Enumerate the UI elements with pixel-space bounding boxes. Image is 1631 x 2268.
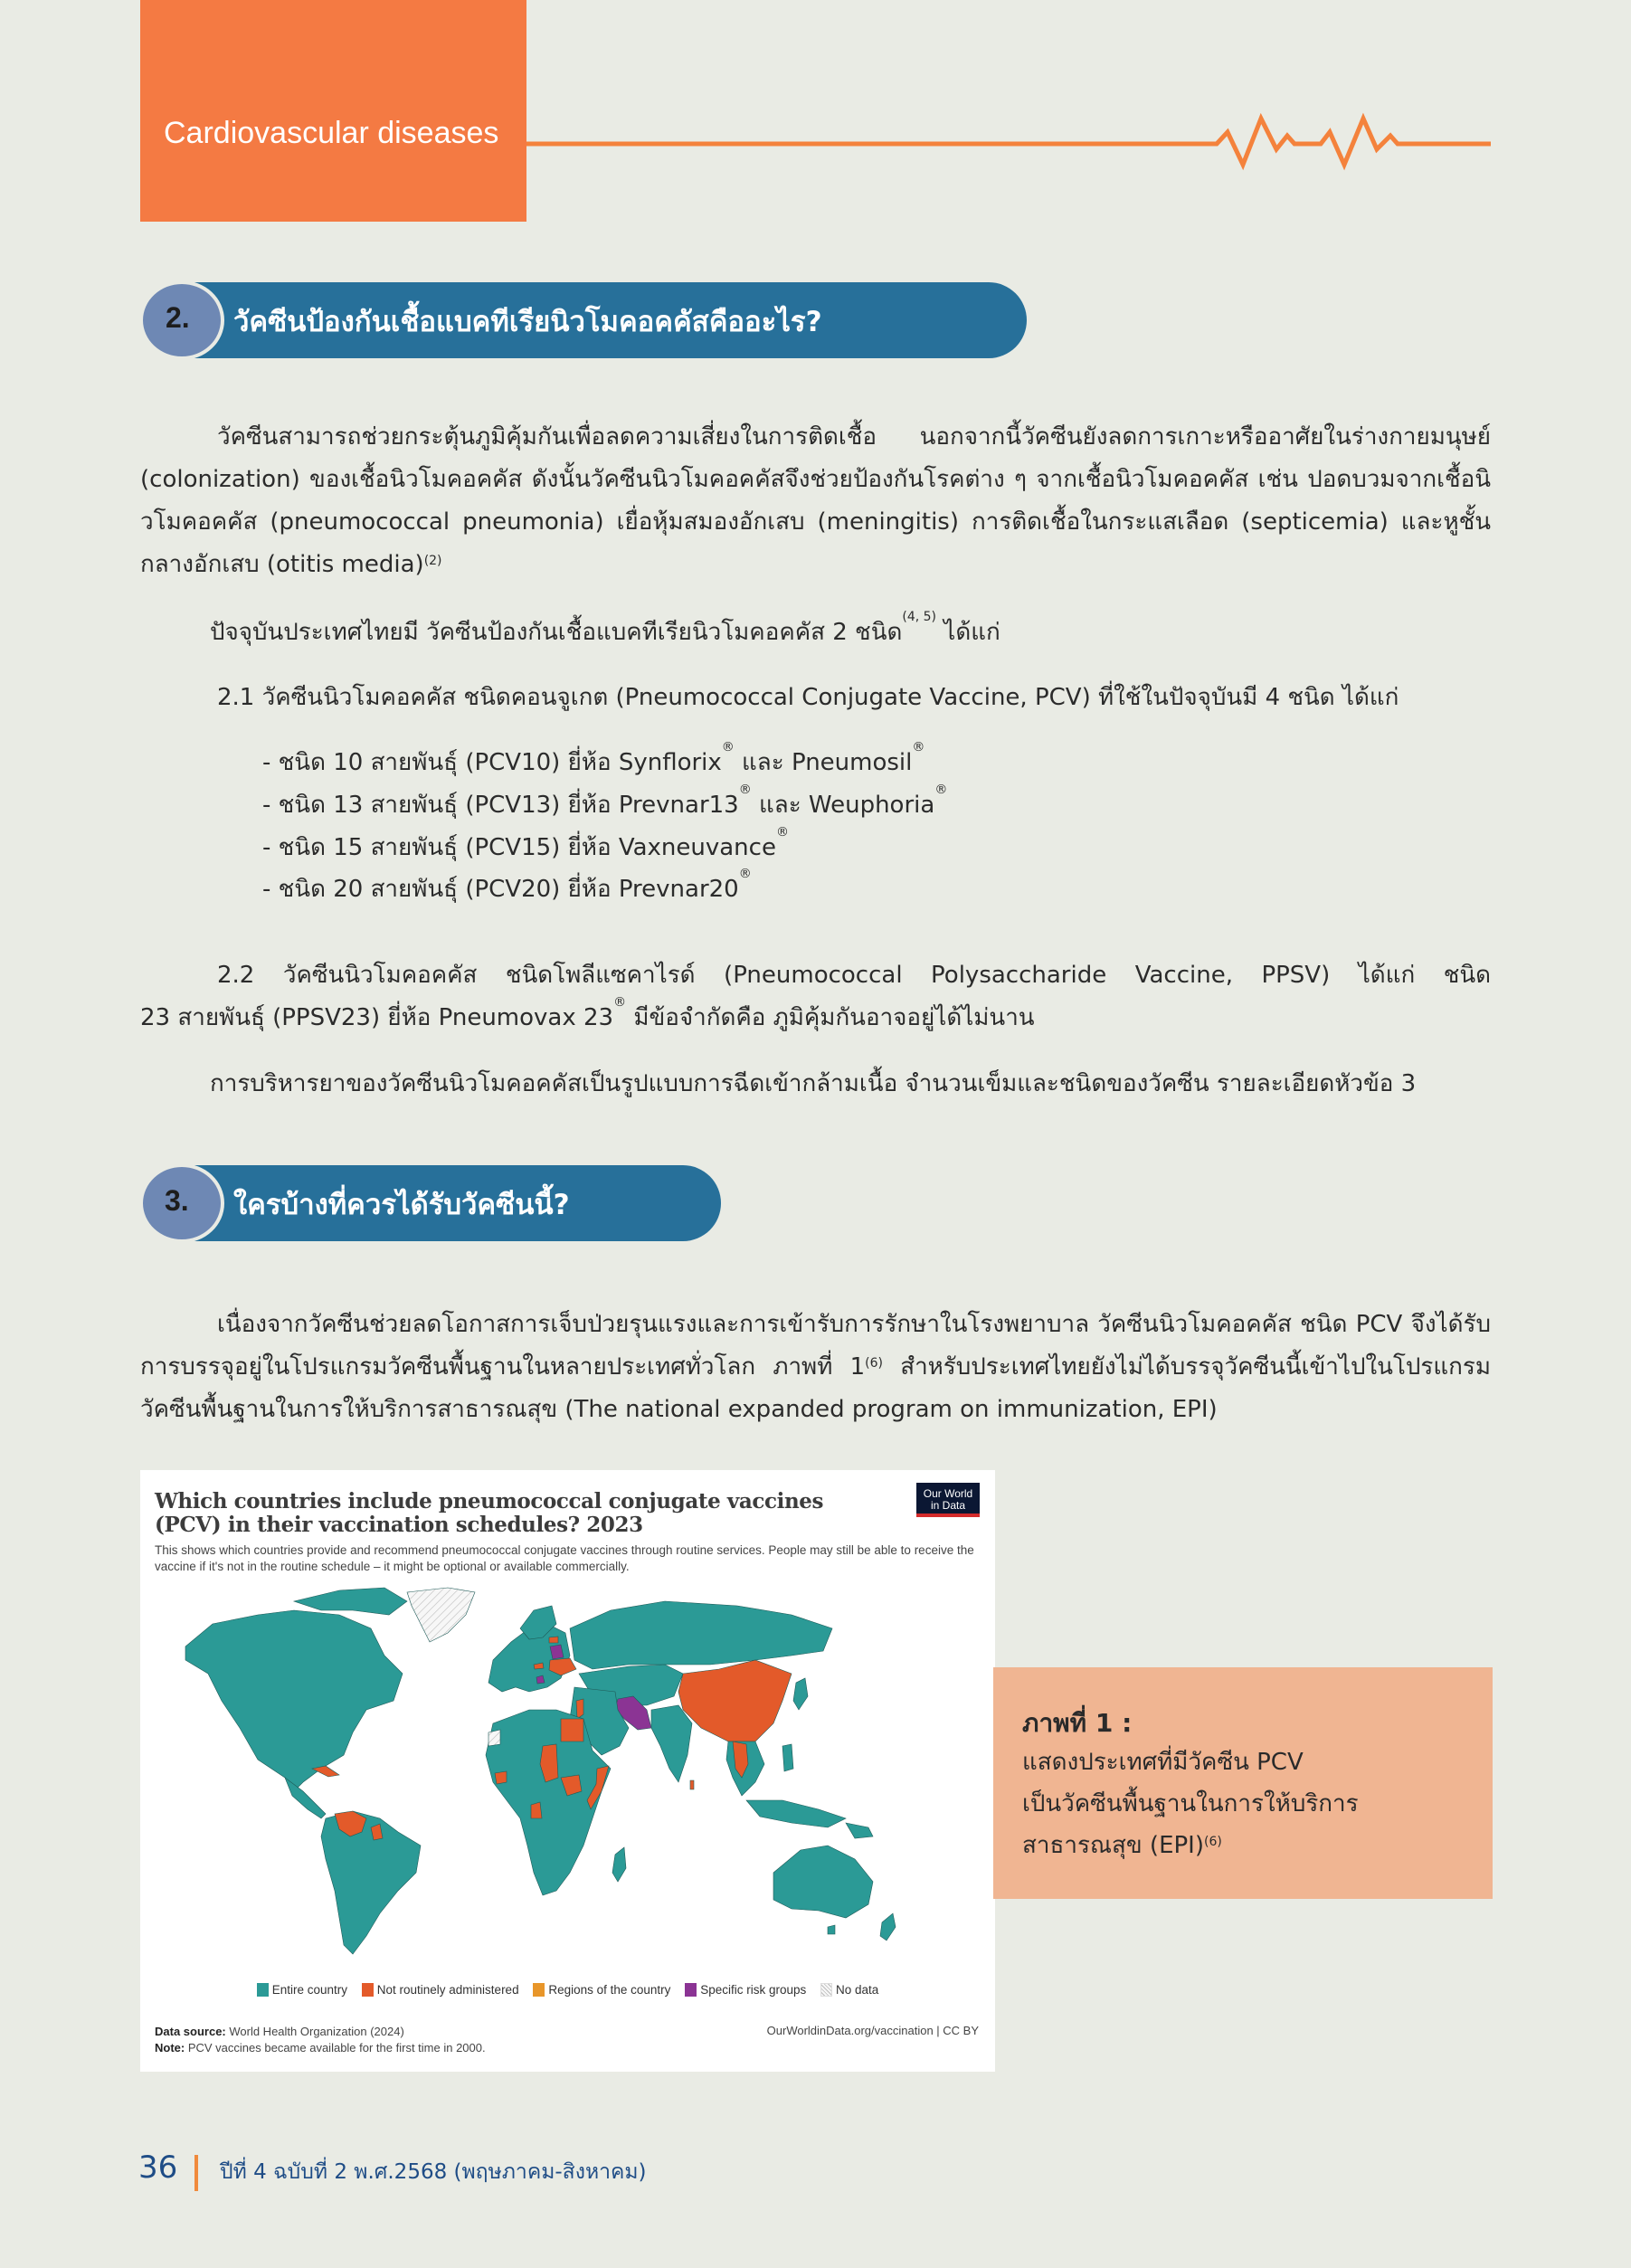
world-map	[158, 1574, 977, 1972]
section-label: Cardiovascular diseases	[164, 116, 499, 150]
legend-not-routinely-administered: Not routinely administered	[362, 1983, 519, 1997]
section-2-title: วัคซีนป้องกันเชื้อแบคทีเรียนิวโมคอคคัสคืออะไร?	[233, 306, 822, 338]
figure-title: Which countries include pneumococcal conjugate vaccines (PCV) in their vaccination schedules? 2023	[155, 1489, 824, 1537]
legend-swatch	[362, 1983, 374, 1997]
map-region-sri-lanka	[690, 1780, 694, 1789]
administration-note: การบริหารยาของวัคซีนนิวโมคอคคัสเป็นรูปแบบการฉีดเข้ากล้ามเนื้อ จำนวนเข็มและชนิดของวัคซีน รายละเอียดหัวข้อ 3	[210, 1070, 1417, 1097]
map-region-south-asia	[651, 1705, 692, 1782]
page-number: 36	[138, 2149, 178, 2186]
map-region-new-zealand	[880, 1913, 896, 1941]
intro-paragraph	[140, 416, 1491, 586]
legend-swatch	[685, 1983, 697, 1997]
legend-no-data: No data	[820, 1983, 878, 1997]
map-legend	[140, 1983, 995, 1997]
vaccine-types-intro	[210, 610, 1000, 650]
map-region-south-america	[321, 1811, 421, 1954]
reference-marker: (6)	[865, 1356, 883, 1371]
legend-specific-risk-groups: Specific risk groups	[685, 1983, 806, 1997]
vaccine-types-text: ปัจจุบันประเทศไทยมี วัคซีนป้องกันเชื้อแบคทีเรียนิวโมคอคคัส 2 ชนิด	[210, 619, 903, 646]
map-region-philippines	[782, 1744, 793, 1771]
heartbeat-line-icon	[526, 109, 1494, 181]
item-2-2-line1: 2.2 วัคซีนนิวโมคอคคัส ชนิดโพลีแซคาไรด์ (Pneumococcal Polysaccharide Vaccine, PPSV) ได้แก่ ชนิด	[217, 962, 1491, 989]
map-region-indonesia	[746, 1800, 846, 1827]
reference-marker: (2)	[423, 554, 442, 568]
section-2-number: 2.	[166, 301, 190, 334]
map-region-gabon	[531, 1802, 542, 1818]
map-region-latvia	[549, 1637, 558, 1643]
map-region-greenland	[407, 1588, 475, 1642]
legend-swatch	[820, 1983, 832, 1997]
pcv-world-map-figure	[140, 1470, 995, 2072]
pcv-list-item: - ชนิด 13 สายพันธุ์ (PCV13) ยี่ห้อ Prevnar13® และ Weuphoria®	[262, 783, 948, 819]
map-region-arctic-islands	[294, 1588, 407, 1615]
figure-source: Data source: World Health Organization (2024) Note: PCV vaccines became available for the first time in 2000.	[155, 2025, 486, 2054]
section-banner	[140, 0, 526, 222]
section-3-number: 3.	[165, 1184, 189, 1217]
item-2-1: 2.1 วัคซีนนิวโมคอคคัส ชนิดคอนจูเกต (Pneumococcal Conjugate Vaccine, PCV) ที่ใช้ในปัจจุบันมี 4 ชนิด ได้แก่	[217, 684, 1399, 711]
legend-swatch	[257, 1983, 269, 1997]
caption-heading: ภาพที่ 1 :	[1022, 1708, 1133, 1738]
pcv-list-item: - ชนิด 20 สายพันธุ์ (PCV20) ยี่ห้อ Prevnar20®	[262, 867, 752, 903]
map-region-japan	[793, 1678, 808, 1710]
map-region-russia	[570, 1601, 832, 1669]
reference-marker: (4, 5)	[902, 610, 936, 624]
item-2-2-line2: 23 สายพันธุ์ (PPSV23) ยี่ห้อ Pneumovax 23® มีข้อจำกัดคือ ภูมิคุ้มกันอาจอยู่ได้ไม่นาน	[140, 995, 1035, 1031]
map-region-egypt	[561, 1719, 583, 1741]
legend-swatch	[533, 1983, 545, 1997]
legend-entire-country: Entire country	[257, 1983, 347, 1997]
caption-text: แสดงประเทศที่มีวัคซีน PCV เป็นวัคซีนพื้นฐานในการให้บริการ สาธารณสุข (EPI)$^{(6)}$	[1022, 1749, 1359, 1859]
map-region-belarus	[550, 1645, 564, 1659]
reference-marker: (6)	[1204, 1835, 1222, 1849]
legend-regions-of-country: Regions of the country	[533, 1983, 670, 1997]
map-region-png	[846, 1823, 873, 1838]
map-region-western-sahara	[488, 1730, 500, 1746]
map-region-guinea	[495, 1771, 507, 1784]
our-world-in-data-logo: Our World in Data	[916, 1483, 980, 1517]
figure-subtitle: This shows which countries provide and recommend pneumococcal conjugate vaccines through routine services. People may still be able to receive the vaccine if it's not in the routine schedule – it might be optional or available commercially.	[155, 1543, 974, 1573]
pcv-list-item: - ชนิด 15 สายพันธุ์ (PCV15) ยี่ห้อ Vaxneuvance®	[262, 825, 789, 861]
map-region-china	[678, 1660, 792, 1741]
map-region-north-america	[185, 1610, 403, 1791]
intro-text: วัคซีนสามารถช่วยกระตุ้นภูมิคุ้มกันเพื่อลดความเสี่ยงในการติดเชื้อ นอกจากนี้วัคซีนยังลดการเกาะหรืออาศัยในร่างกายมนุษย์ (colonization) ของเชื้อนิวโมคอคคัส ดังนั้นวัคซีนนิวโมคอคคัสจึงช่วยป้องกันโรคต่าง ๆ จากเชื้อนิวโมคอคคัส เช่น ปอดบวมจากเชื้อนิวโมคอคคัส (pneumococcal pneumonia) เยื่อหุ้มสมองอักเสบ (meningitis) การติดเชื้อในกระแสเลือด (septicemia) และหูชั้นกลางอักเสบ (otitis media)	[140, 423, 1491, 578]
pcv-list-item: - ชนิด 10 สายพันธุ์ (PCV10) ยี่ห้อ Synflorix® และ Pneumosil®	[262, 740, 925, 776]
map-region-central-america	[285, 1778, 326, 1818]
vaccine-types-tail: ได้แก่	[936, 619, 1000, 646]
section-3-title: ใครบ้างที่ควรได้รับวัคซีนนี้?	[233, 1189, 570, 1221]
map-region-tasmania	[828, 1925, 835, 1934]
who-should-receive-paragraph: เนื่องจากวัคซีนช่วยลดโอกาสการเจ็บป่วยรุนแรงและการเข้ารับการรักษาในโรงพยาบาล วัคซีนนิวโมคอคคัส ชนิด PCV จึงได้รับการบรรจุอยู่ในโปรแกรมวัคซีนพื้นฐานในหลายประเทศทั่วโลก ภาพที่ 1$^{(6)}$ สำหรับประเทศไทยยังไม่ได้บรรจุวัคซีนนี้เข้าไปในโปรแกรมวัคซีนพื้นฐานในการให้บริการสาธารณสุข (The national expanded program on immunization, EPI)	[140, 1311, 1491, 1423]
footer-divider	[194, 2155, 198, 2191]
map-region-australia	[773, 1846, 873, 1918]
figure-caption-box	[993, 1667, 1493, 1899]
figure-url[interactable]: OurWorldinData.org/vaccination | CC BY	[766, 2024, 979, 2037]
issue-info: ปีที่ 4 ฉบับที่ 2 พ.ศ.2568 (พฤษภาคม-สิงหาคม)	[220, 2160, 647, 2184]
map-region-madagascar	[612, 1847, 626, 1882]
